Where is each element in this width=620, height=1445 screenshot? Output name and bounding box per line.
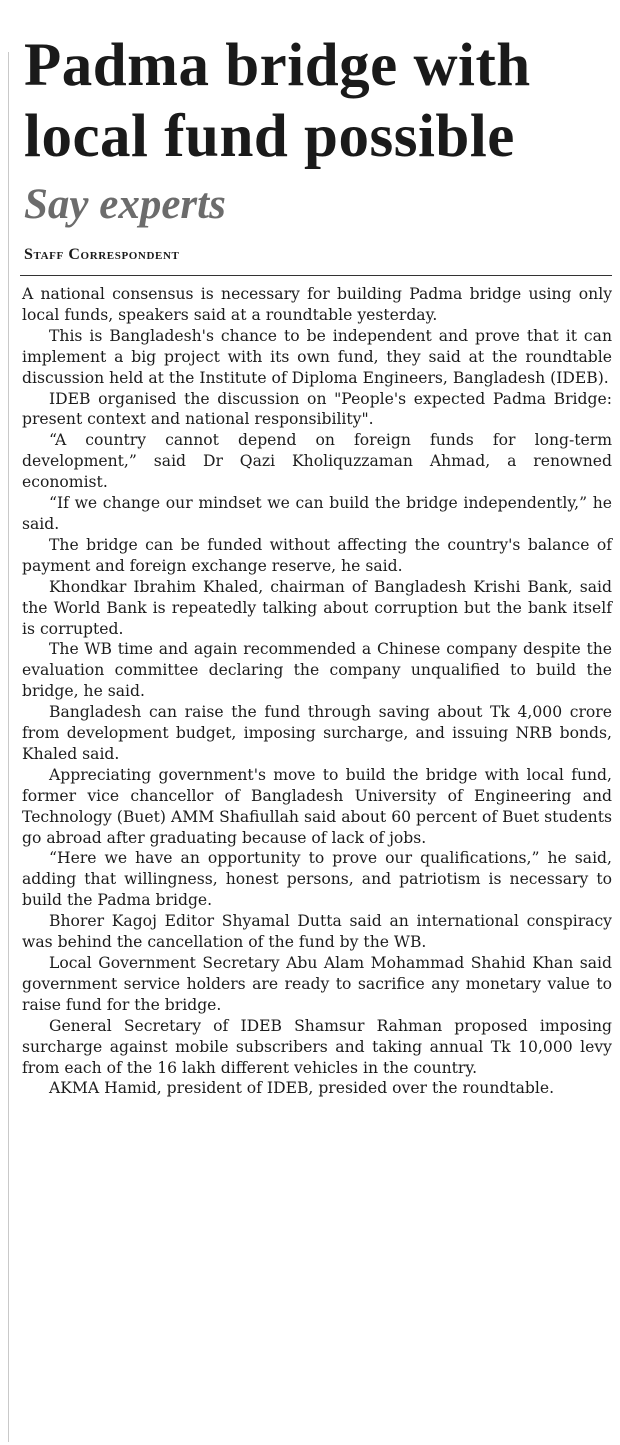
byline: Staff Correspondent <box>24 246 180 263</box>
article-paragraph: AKMA Hamid, president of IDEB, presided over the roundtable. <box>49 1079 555 1098</box>
article-paragraph: This is Bangladesh's chance to be independent and prove that it can implement a big project with its own fund, they said at the roundtable discussion held at the Institute of Diploma Engineers, Bangladesh (IDEB). <box>22 326 612 387</box>
article-paragraph: “A country cannot depend on foreign funds for long-term development,” said Dr Qazi Kholiquzzaman Ahmad, a renowned economist. <box>22 431 612 492</box>
article-paragraph: Local Government Secretary Abu Alam Mohammad Shahid Khan said government service holders are ready to sacrifice any monetary value to raise fund for the bridge. <box>22 954 612 1014</box>
article-paragraph: “If we change our mindset we can build the bridge independently,” he said. <box>22 494 612 533</box>
byline-divider <box>20 275 612 276</box>
article-paragraph: “Here we have an opportunity to prove our qualifications,” he said, adding that willingness, honest persons, and patriotism is necessary to build the Padma bridge. <box>22 849 612 910</box>
article-paragraph: Khondkar Ibrahim Khaled, chairman of Bangladesh Krishi Bank, said the World Bank is repeatedly talking about corruption but the bank itself is corrupted. <box>22 577 612 638</box>
article-paragraph: A national consensus is necessary for building Padma bridge using only local funds, speakers said at a roundtable yesterday. <box>22 285 612 324</box>
article-paragraph: Appreciating government's move to build the bridge with local fund, former vice chancellor of Bangladesh University of Engineering and Technology (Buet) AMM Shafiullah said about 60 percent of Buet students go abroad after graduating because of lack of jobs. <box>22 765 612 847</box>
article-paragraph: The bridge can be funded without affecting the country's balance of payment and foreign exchange reserve, he said. <box>22 535 612 575</box>
article-paragraph: General Secretary of IDEB Shamsur Rahman proposed imposing surcharge against mobile subscribers and taking annual Tk 10,000 levy from each of the 16 lakh different vehicles in the country. <box>22 1016 612 1077</box>
article-paragraph: Bangladesh can raise the fund through saving about Tk 4,000 crore from development budget, imposing surcharge, and issuing NRB bonds, Khaled said. <box>22 703 612 763</box>
headline: Padma bridge with local fund possible <box>24 32 531 170</box>
article-paragraph: IDEB organised the discussion on "People's expected Padma Bridge: present context and national responsibility". <box>22 389 612 429</box>
subheadline: Say experts <box>24 181 226 228</box>
article-paragraph: Bhorer Kagoj Editor Shyamal Dutta said an international conspiracy was behind the cancellation of the fund by the WB. <box>22 912 612 952</box>
column-divider <box>8 52 9 1442</box>
article-paragraph: The WB time and again recommended a Chinese company despite the evaluation committee declaring the company unqualified to build the bridge, he said. <box>22 640 612 701</box>
article-body <box>22 284 612 1099</box>
